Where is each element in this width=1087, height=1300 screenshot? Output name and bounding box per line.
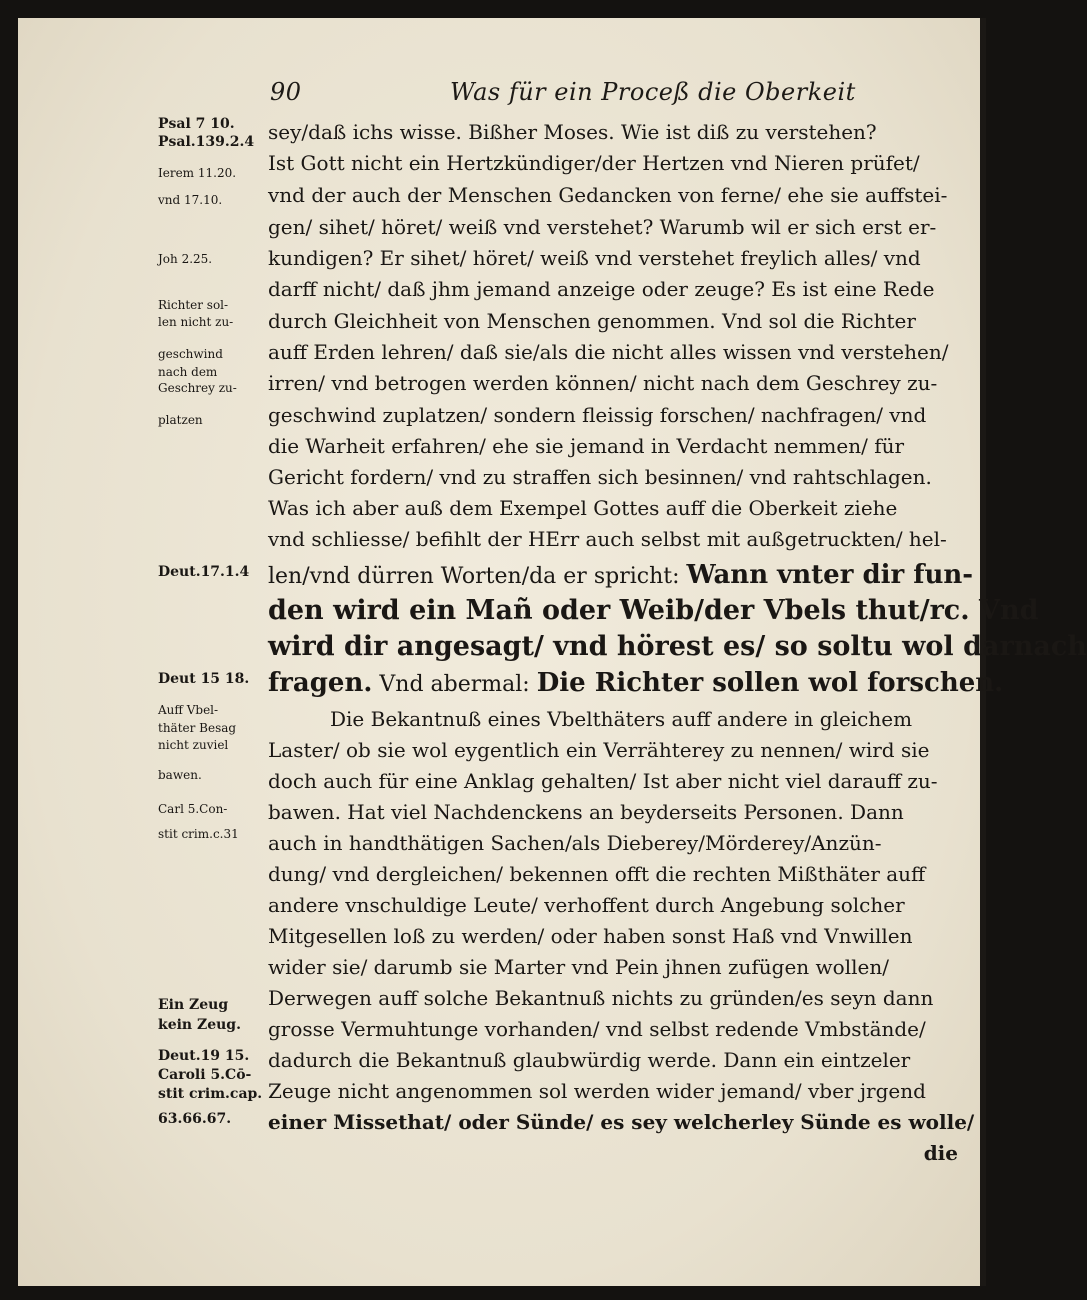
margin-note: Ein Zeug (158, 997, 229, 1013)
margin-note: Deut.17.1.4 (158, 564, 250, 580)
body-line: Mitgesellen loß zu werden/ oder haben sonst Haß vnd Vnwillen (268, 924, 913, 948)
body-line: andere vnschuldige Leute/ verhoffent durch Angebung solcher (268, 893, 905, 917)
margin-note: 63.66.67. (158, 1111, 232, 1127)
margin-note: Ierem 11.20. (158, 166, 237, 180)
margin-note: Geschrey zu- (158, 381, 237, 395)
margin-note: Auff Vbel- (158, 703, 219, 717)
scripture-quote: Wann vnter dir fun- (686, 560, 974, 590)
body-line: dadurch die Bekantnuß glaubwürdig werde. Dann ein eintzeler (268, 1048, 911, 1072)
body-line: einer Missethat/ oder Sünde/ es sey welcherley Sünde es wolle/ (268, 1110, 975, 1134)
body-line: vnd der auch der Menschen Gedancken von ferne/ ehe sie auffstei- (268, 183, 948, 207)
page-number: 90 (270, 78, 302, 106)
body-line: doch auch für eine Anklag gehalten/ Ist aber nicht viel darauff zu- (268, 769, 938, 793)
body-line (268, 556, 974, 594)
body-line: darff nicht/ daß jhm jemand anzeige oder zeuge? Es ist eine Rede (268, 277, 935, 301)
running-head: Was für ein Proceß die Oberkeit (450, 78, 856, 106)
body-line: gen/ sihet/ höret/ weiß vnd verstehet? Warumb wil er sich erst er- (268, 215, 937, 239)
body-line-text: Vnd abermal: (379, 672, 530, 697)
body-line: Was ich aber auß dem Exempel Gottes auff die Oberkeit ziehe (268, 496, 898, 520)
body-line: bawen. Hat viel Nachdenckens an beyderseits Personen. Dann (268, 800, 904, 824)
body-line (268, 664, 1004, 702)
scripture-quote-line: wird dir angesagt/ vnd hörest es/ so soltu wol darnach (268, 631, 1087, 662)
body-line-text: len/vnd dürren Worten/da er spricht: (268, 564, 680, 589)
body-line: kundigen? Er sihet/ höret/ weiß vnd verstehet freylich alles/ vnd (268, 246, 921, 270)
margin-note: platzen (158, 413, 203, 427)
margin-note: Caroli 5.Cō- (158, 1067, 252, 1083)
margin-note: kein Zeug. (158, 1017, 241, 1033)
scripture-quote: fragen. (268, 668, 373, 698)
body-line: die Warheit erfahren/ ehe sie jemand in Verdacht nemmen/ für (268, 434, 905, 458)
margin-note: stit crim.cap. (158, 1086, 263, 1102)
body-line: Laster/ ob sie wol eygentlich ein Verrähterey zu nennen/ wird sie (268, 738, 930, 762)
margin-note: thäter Besag (158, 721, 237, 735)
margin-note: nach dem (158, 365, 218, 379)
scripture-quote: Die Richter sollen wol forschen. (536, 668, 1004, 698)
body-line: durch Gleichheit von Menschen genommen. Vnd sol die Richter (268, 309, 916, 333)
margin-note: geschwind (158, 347, 223, 361)
body-line: Derwegen auff solche Bekantnuß nichts zu gründen/es seyn dann (268, 986, 934, 1010)
margin-note: vnd 17.10. (158, 193, 223, 207)
body-line: Gericht fordern/ vnd zu straffen sich besinnen/ vnd rahtschlagen. (268, 465, 932, 489)
margin-note: Deut.19 15. (158, 1048, 250, 1064)
margin-note: Deut 15 18. (158, 671, 250, 687)
margin-note: Carl 5.Con- (158, 802, 228, 816)
body-line: Zeuge nicht angenommen sol werden wider jemand/ vber jrgend (268, 1079, 926, 1103)
margin-note: bawen. (158, 768, 202, 782)
catchword: die (923, 1141, 958, 1165)
margin-note: nicht zuviel (158, 738, 229, 752)
body-line: vnd schliesse/ befihlt der HErr auch selbst mit außgetruckten/ hel- (268, 527, 947, 551)
body-line: auff Erden lehren/ daß sie/als die nicht alles wissen vnd verstehen/ (268, 340, 949, 364)
margin-note: Psal.139.2.4 (158, 134, 255, 150)
body-line: sey/daß ichs wisse. Bißher Moses. Wie ist diß zu verstehen? (268, 120, 877, 144)
page-header (270, 78, 856, 112)
margin-note: len nicht zu- (158, 315, 234, 329)
margin-note: Richter sol- (158, 298, 229, 312)
body-line: Ist Gott nicht ein Hertzkündiger/der Hertzen vnd Nieren prüfet/ (268, 151, 920, 175)
margin-note: Joh 2.25. (158, 252, 213, 266)
body-line: auch in handthätigen Sachen/als Dieberey/Mörderey/Anzün- (268, 831, 882, 855)
margin-note: Psal 7 10. (158, 116, 235, 132)
body-line: grosse Vermuhtunge vorhanden/ vnd selbst redende Vmbstände/ (268, 1017, 926, 1041)
body-line: geschwind zuplatzen/ sondern fleissig forschen/ nachfragen/ vnd (268, 403, 927, 427)
margin-note: stit crim.c.31 (158, 827, 239, 841)
body-line: irren/ vnd betrogen werden können/ nicht nach dem Geschrey zu- (268, 371, 938, 395)
body-line: wider sie/ darumb sie Marter vnd Pein jhnen zufügen wollen/ (268, 955, 889, 979)
paragraph-start-line: Die Bekantnuß eines Vbelthäters auff andere in gleichem (330, 707, 913, 731)
scripture-quote-line: den wird ein Mañ oder Weib/der Vbels thut/rc. Vnd (268, 595, 1039, 626)
body-line: dung/ vnd dergleichen/ bekennen offt die rechten Mißthäter auff (268, 862, 926, 886)
